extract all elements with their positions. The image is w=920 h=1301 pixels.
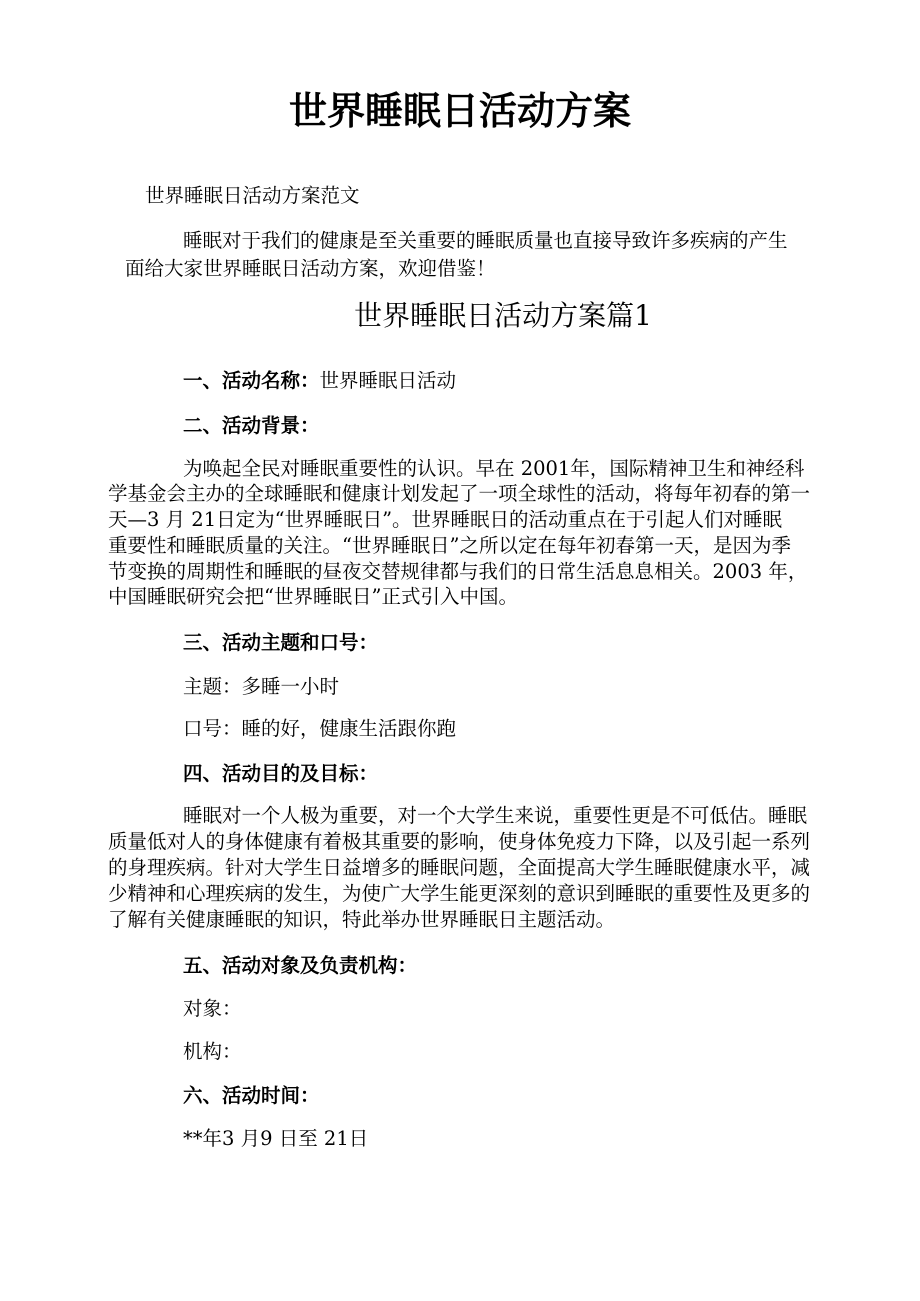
org-text: 机构： (183, 1040, 242, 1063)
paragraph-line: 为唤起全民对睡眠重要性的认识。早在 2001年，国际精神卫生和神经科 (183, 457, 805, 480)
date-text: **年3 月9 日至 21日 (183, 1127, 369, 1150)
intro-line: 面给大家世界睡眠日活动方案，欢迎借鉴！ (125, 257, 496, 280)
target-text: 对象： (183, 997, 242, 1020)
paragraph-line: 学基金会主办的全球睡眠和健康计划发起了一项全球性的活动，将每年初春的第一 (108, 482, 811, 505)
theme-text: 主题：多睡一小时 (183, 675, 340, 698)
section-1 (183, 369, 456, 393)
paragraph-line: 睡眠对一个人极为重要，对一个大学生来说，重要性更是不可低估。睡眠 (183, 804, 808, 827)
paragraph-line: 的身理疾病。针对大学生日益增多的睡眠问题，全面提高大学生睡眠健康水平，减 (108, 856, 811, 879)
slogan-text: 口号：睡的好，健康生活跟你跑 (183, 717, 457, 740)
paragraph-line: 中国睡眠研究会把“世界睡眠日”正式引入中国。 (108, 585, 518, 608)
paragraph-line: 节变换的周期性和睡眠的昼夜交替规律都与我们的日常生活息息相关。2003 年， (108, 560, 808, 583)
section-heading: 二、活动背景： (183, 414, 320, 437)
section-heading: 四、活动目的及目标： (183, 762, 379, 785)
section-heading: 三、活动主题和口号： (183, 631, 379, 654)
paragraph-line: 天—3 月 21日定为“世界睡眠日”。世界睡眠日的活动重点在于引起人们对睡眠 (108, 508, 783, 531)
document-title: 世界睡眠日活动方案 (288, 88, 631, 133)
section-heading: 一、活动名称： (183, 369, 320, 392)
intro-line: 睡眠对于我们的健康是至关重要的睡眠质量也直接导致许多疾病的产生 (183, 229, 788, 252)
section-title: 世界睡眠日活动方案篇1 (354, 299, 652, 332)
section-text: 世界睡眠日活动 (319, 369, 457, 392)
section-heading: 六、活动时间： (183, 1084, 320, 1107)
paragraph-line: 重要性和睡眠质量的关注。“世界睡眠日”之所以定在每年初春第一天，是因为季 (108, 534, 791, 557)
paragraph-line: 质量低对人的身体健康有着极其重要的影响，使身体免疫力下降，以及引起一系列 (108, 830, 811, 853)
section-heading: 五、活动对象及负责机构： (183, 954, 418, 977)
paragraph-line: 少精神和心理疾病的发生，为使广大学生能更深刻的意识到睡眠的重要性及更多的 (108, 882, 811, 905)
subtitle: 世界睡眠日活动方案范文 (145, 184, 360, 207)
paragraph-line: 了解有关健康睡眠的知识，特此举办世界睡眠日主题活动。 (108, 908, 616, 931)
